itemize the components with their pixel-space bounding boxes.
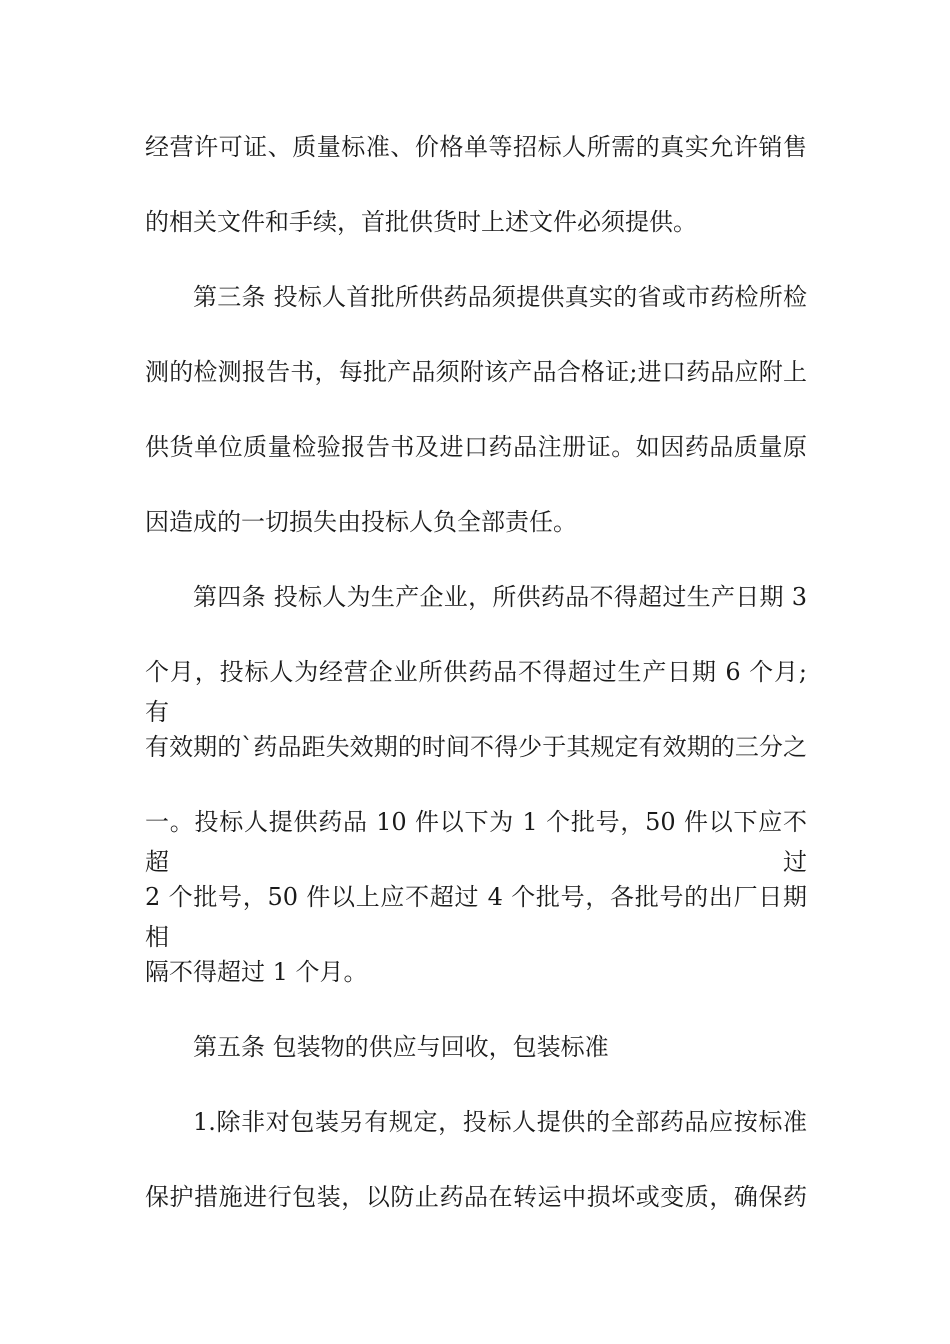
text-line-15: 保护措施进行包装，以防止药品在转运中损坏或变质，确保药 <box>145 1183 807 1211</box>
text-line-4: 测的检测报告书，每批产品须附该产品合格证;进口药品应附上 <box>145 358 807 386</box>
text-line-8: 个月，投标人为经营企业所供药品不得超过生产日期 6 个月;有 <box>145 658 807 726</box>
article-5-heading-line: 第五条 包装物的供应与回收，包装标准 <box>193 1033 609 1061</box>
item-1-line: 1.除非对包装另有规定，投标人提供的全部药品应按标准 <box>193 1108 807 1136</box>
text-line-6: 因造成的一切损失由投标人负全部责任。 <box>145 508 577 536</box>
text-line-10: 一。投标人提供药品 10 件以下为 1 个批号，50 件以下应不超过 <box>145 808 807 876</box>
article-3-heading-line: 第三条 投标人首批所供药品须提供真实的省或市药检所检 <box>193 283 807 311</box>
article-4-heading-line: 第四条 投标人为生产企业，所供药品不得超过生产日期 3 <box>193 583 807 611</box>
text-line-9: 有效期的`药品距失效期的时间不得少于其规定有效期的三分之 <box>145 733 807 761</box>
text-line-1: 经营许可证、质量标准、价格单等招标人所需的真实允许销售 <box>145 133 807 161</box>
text-line-5: 供货单位质量检验报告书及进口药品注册证。如因药品质量原 <box>145 433 807 461</box>
text-line-2: 的相关文件和手续，首批供货时上述文件必须提供。 <box>145 208 697 236</box>
text-line-11: 2 个批号，50 件以上应不超过 4 个批号，各批号的出厂日期相 <box>145 883 807 951</box>
text-line-12: 隔不得超过 1 个月。 <box>145 958 368 986</box>
